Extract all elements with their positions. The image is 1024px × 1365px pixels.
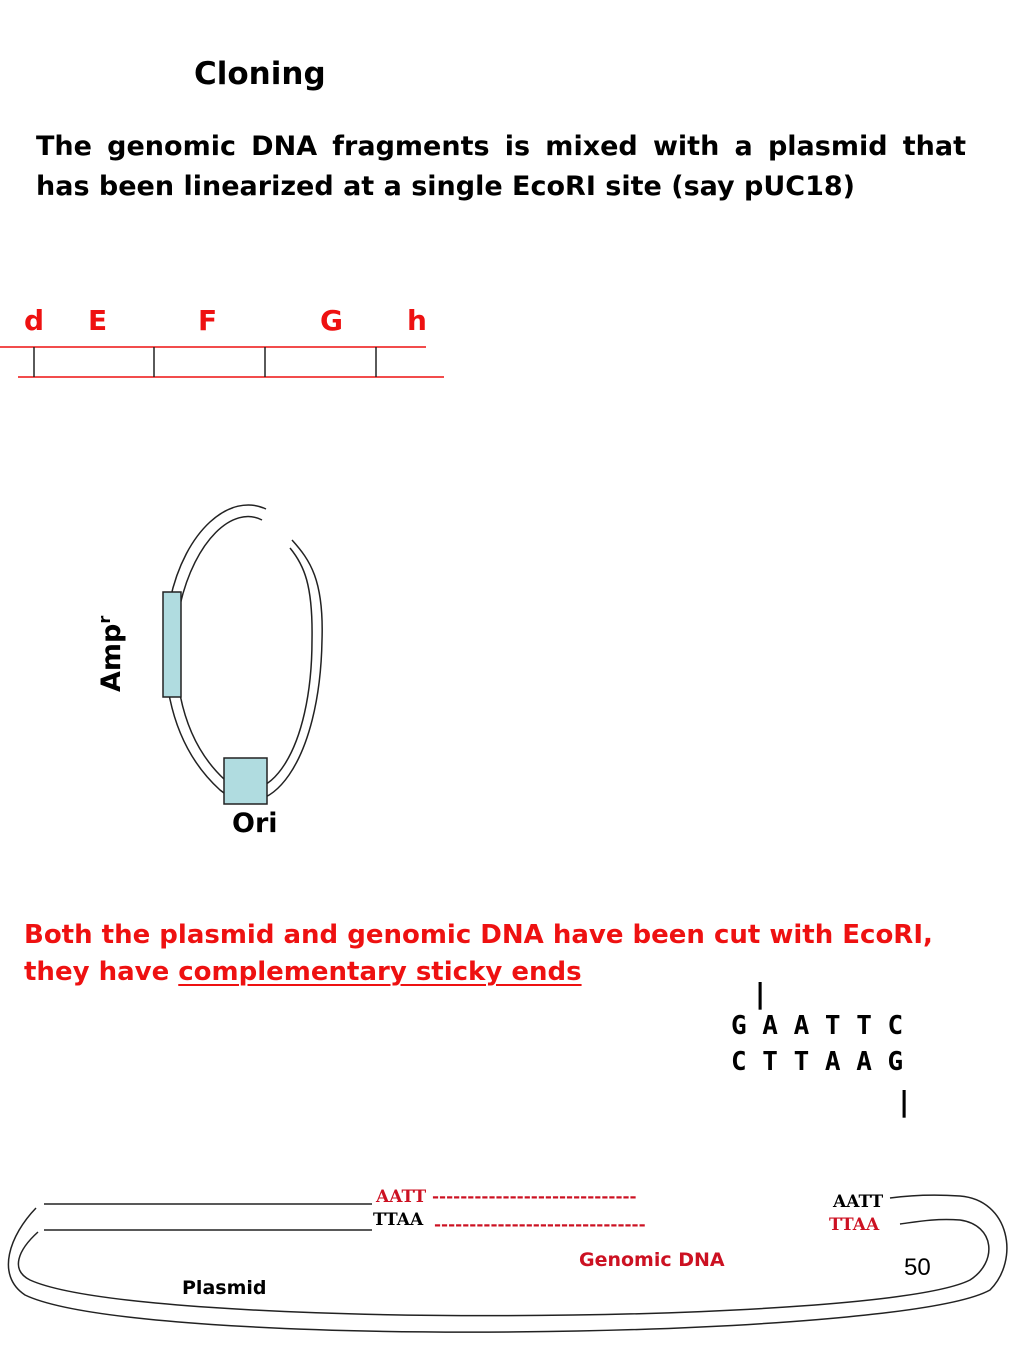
left-bottom-sticky-end: TTAA: [373, 1210, 424, 1230]
sticky-ends-paragraph: [24, 917, 954, 991]
ampr-marker: [163, 592, 181, 697]
sticky-ends-text: Both the plasmid and genomic DNA have been cut with EcoRI, they have: [24, 920, 933, 987]
fragment-label-e: E: [88, 304, 108, 337]
ori-marker: [224, 758, 267, 804]
cut-mark-top: |: [755, 977, 766, 1010]
cut-mark-bottom: |: [899, 1085, 910, 1118]
genomic-top-dashes: -----------------------------: [432, 1187, 637, 1207]
genomic-dna-strands: [0, 347, 444, 377]
genomic-dna-label: Genomic DNA: [579, 1249, 725, 1271]
ecori-top-strand: G A A T T C: [731, 1011, 904, 1041]
right-top-sticky-end: AATT: [833, 1192, 884, 1212]
fragment-label-d: d: [24, 304, 45, 337]
ecori-bottom-strand: C T T A A G: [731, 1047, 904, 1077]
genomic-bottom-dashes: ------------------------------: [434, 1215, 646, 1235]
fragment-label-h: h: [407, 304, 427, 337]
ori-label: Ori: [232, 808, 278, 839]
plasmid-circle: [165, 505, 322, 801]
page-number: 50: [904, 1254, 931, 1281]
sticky-ends-underlined: complementary sticky ends: [178, 957, 582, 987]
ampr-label: Amp$^r$: [95, 615, 127, 692]
fragment-label-g: G: [320, 304, 343, 337]
page-title: Cloning: [194, 56, 326, 92]
right-bottom-sticky-end: TTAA: [829, 1215, 880, 1235]
fragment-dividers: [34, 347, 376, 377]
fragment-label-f: F: [198, 304, 218, 337]
left-top-sticky-end: AATT: [376, 1187, 427, 1207]
intro-paragraph: The genomic DNA fragments is mixed with a plasmid that has been linearized at a single EcoRI site (say pUC18): [36, 131, 966, 202]
plasmid-label: Plasmid: [182, 1277, 267, 1299]
